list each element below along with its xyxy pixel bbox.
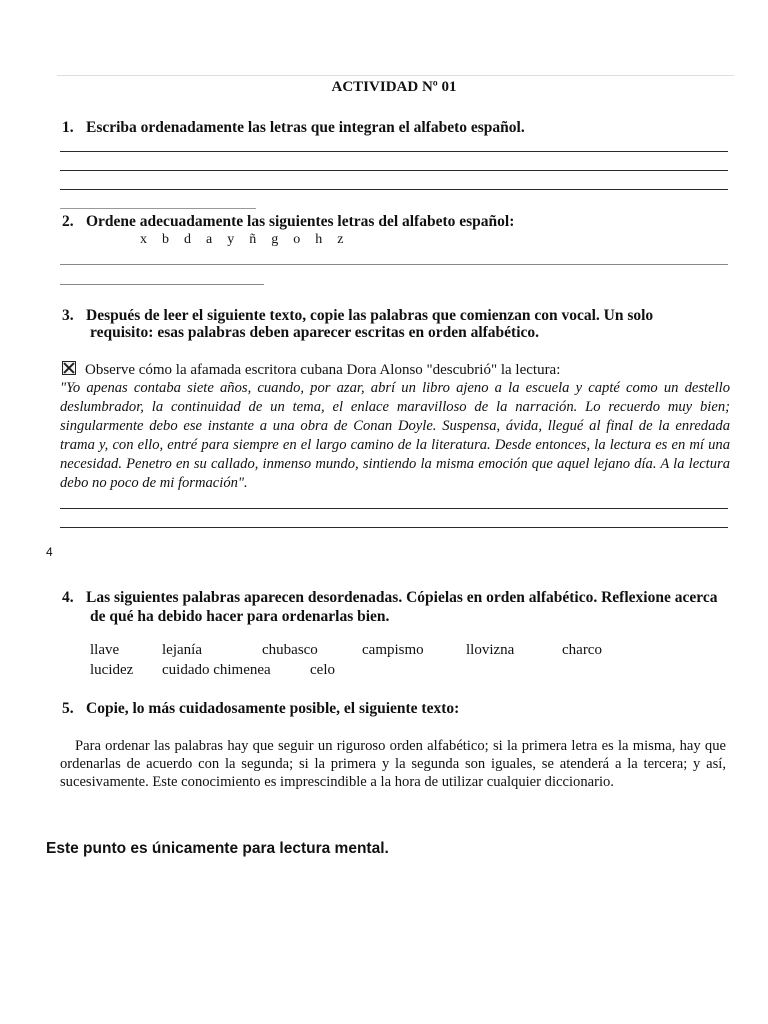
answer-line[interactable]	[60, 508, 728, 509]
activity-title: ACTIVIDAD Nº 01	[331, 79, 457, 95]
quote-intro	[62, 361, 560, 379]
letter: d	[184, 232, 191, 247]
answer-line-short[interactable]	[60, 284, 264, 285]
page-number: 4	[46, 545, 53, 559]
reading-note: Este punto es únicamente para lectura mental.	[46, 840, 389, 857]
question-5-text: Copie, lo más cuidadosamente posible, el siguiente texto:	[86, 700, 460, 717]
answer-line[interactable]	[60, 264, 728, 265]
word-item: llovizna	[466, 642, 515, 658]
checkbox-cross-icon	[62, 361, 76, 375]
question-4-line2: de qué ha debido hacer para ordenarlas bien.	[90, 608, 390, 625]
question-5-number: 5.	[62, 700, 74, 717]
question-1-number: 1.	[62, 119, 74, 136]
letter: b	[162, 232, 169, 247]
word-item: campismo	[362, 642, 424, 658]
question-2	[62, 212, 728, 232]
question-4	[62, 588, 728, 608]
quote-text: "Yo apenas contaba siete años, cuando, por azar, abrí un libro ajeno a la escuela y capté como un destello deslumbrador, la continuidad de un tema, el enlace maravilloso de la narración. Lo recuerdo muy bien; singularmente debo ese instante a una obra de Conan Doyle. Suspensa, ávida, llegué al final de la enredada trama y, con ello, entré para siempre en el largo camino de la literatura. Desde entonces, la lectura es en mí una necesidad. Penetro en su callado, inmenso mundo, sintiendo la misma emoción que aquel lejano día. A la lectura debo no poco de mi formación".	[60, 380, 730, 491]
word-item: chubasco	[262, 642, 318, 658]
question-2-text: Ordene adecuadamente las siguientes letras del alfabeto español:	[86, 213, 515, 230]
question-5	[62, 699, 728, 719]
question-3-number: 3.	[62, 307, 74, 324]
question-3-line1: Después de leer el siguiente texto, copie las palabras que comienzan con vocal. Un solo	[86, 307, 654, 324]
word-item: lucidez	[90, 662, 134, 678]
word-item: lejanía	[162, 642, 202, 658]
word-item: charco	[562, 642, 602, 658]
question-4-number: 4.	[62, 589, 74, 606]
question-3-line2: requisito: esas palabras deben aparecer escritas en orden alfabético.	[90, 324, 540, 341]
letter: g	[271, 232, 279, 247]
answer-line[interactable]	[60, 527, 728, 528]
question-2-number: 2.	[62, 213, 74, 230]
letter: o	[293, 232, 301, 247]
word-item: cuidado chimenea	[162, 662, 271, 678]
quote-intro-text: Observe cómo la afamada escritora cubana Dora Alonso "descubrió" la lectura:	[85, 362, 561, 378]
page-top-rule	[57, 75, 734, 76]
copy-paragraph	[60, 737, 726, 791]
word-item: celo	[310, 662, 335, 678]
answer-line[interactable]	[60, 189, 728, 190]
letter-list	[140, 232, 358, 248]
word-item: llave	[90, 642, 120, 658]
letter: h	[315, 232, 323, 247]
copy-paragraph-text: Para ordenar las palabras hay que seguir un riguroso orden alfabético; si la primera letra es la misma, hay que ordenarlas de acuerdo con la segunda; si la primera y la segunda son iguales, se atenderá a la tercera; y así, sucesivamente. Este conocimiento es imprescindible a la hora de utilizar cualquier diccionario.	[60, 738, 726, 790]
letter: a	[206, 232, 213, 247]
letter: z	[337, 232, 344, 247]
question-1-text: Escriba ordenadamente las letras que integran el alfabeto español.	[86, 119, 525, 136]
answer-line[interactable]	[60, 151, 728, 152]
question-1	[62, 118, 728, 138]
letter: x	[140, 232, 147, 247]
answer-line-short[interactable]	[60, 208, 256, 209]
letter: y	[227, 232, 235, 247]
letter: ñ	[249, 232, 257, 247]
answer-line[interactable]	[60, 170, 728, 171]
question-4-line1: Las siguientes palabras aparecen desordenadas. Cópielas en orden alfabético. Reflexione acerca	[86, 589, 718, 606]
